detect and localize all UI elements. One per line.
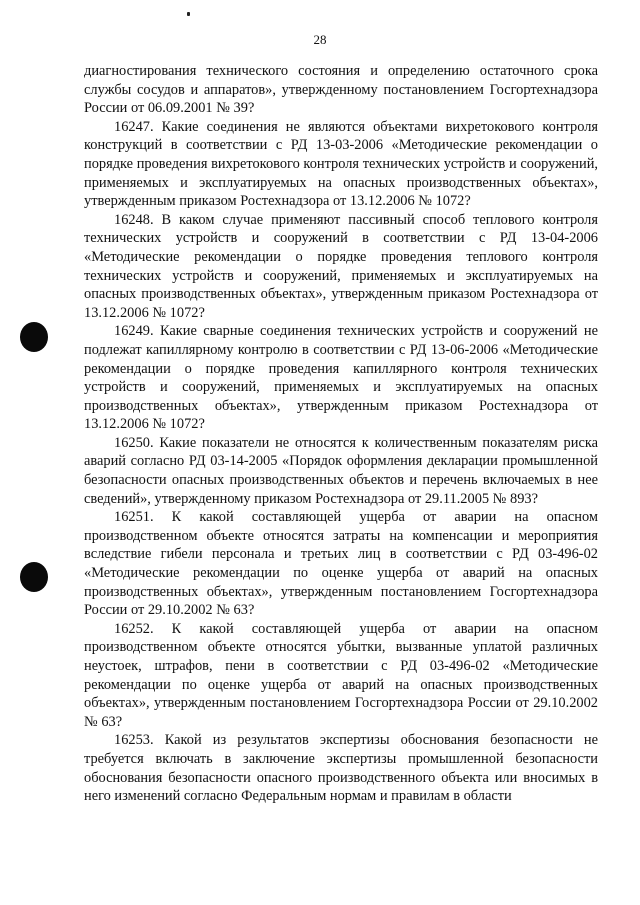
question-16247: 16247. Какие соединения не являются объектами вихретокового контроля конструкций в соответствии с РД 13-03-2006 «Методические рекомендации о порядке проведения вихретокового контроля технических устройств и сооружений, применяемых и эксплуатируемых на опасных производственных объектах», утвержденным приказом Ростехнадзора от 13.12.2006 № 1072? [84,118,598,210]
question-16252: 16252. К какой составляющей ущерба от аварии на опасном производственном объекте относятся убытки, вызванные уплатой различных неустоек, штрафов, пени в соответствии с РД 03-496-02 «Методические рекомендации по оценке ущерба от аварий на опасных производственных объектах», утвержденным постановлением Госгортехнадзора России от 29.10.2002 № 63? [84,620,598,730]
binder-hole-bottom [20,562,48,592]
page-body [84,62,598,806]
binder-hole-top [20,322,48,352]
scan-speck [187,12,190,16]
question-16250: 16250. Какие показатели не относятся к количественным показателям риска аварий согласно РД 03-14-2005 «Порядок оформления декларации промышленной безопасности опасных производственных объектов и перечень включаемых в нее сведений», утвержденному приказом Ростехнадзора от 29.11.2005 № 893? [84,434,598,507]
paragraph-continuation: диагностирования технического состояния и определению остаточного срока службы сосудов и аппаратов», утвержденному постановлением Госгортехнадзора России от 06.09.2001 № 39? [84,63,598,117]
question-16253: 16253. Какой из результатов экспертизы обоснования безопасности не требуется включать в заключение экспертизы промышленной безопасности обоснования безопасности опасного производственного объекта или вносимых в него изменений согласно Федеральным нормам и правилам в области [84,732,598,805]
question-16249: 16249. Какие сварные соединения технических устройств и сооружений не подлежат капиллярному контролю в соответствии с РД 13-06-2006 «Методические рекомендации о порядке проведения капиллярного контроля технических устройств и сооружений, применяемых и эксплуатируемых на опасных производственных объектах», утвержденным приказом Ростехнадзора от 13.12.2006 № 1072? [84,323,598,433]
question-16251: 16251. К какой составляющей ущерба от аварии на опасном производственном объекте относятся затраты на компенсации и мероприятия вследствие гибели персонала и третьих лиц в соответствии с РД 03-496-02 «Методические рекомендации по оценке ущерба от аварий на опасных производственных объектах», утвержденным постановлением Госгортехнадзора России от 29.10.2002 № 63? [84,509,598,619]
page-number: 28 [313,32,327,47]
question-16248: 16248. В каком случае применяют пассивный способ теплового контроля технических устройств и сооружений в соответствии с РД 13-04-2006 «Методические рекомендации о порядке проведения теплового контроля технических устройств и сооружений, применяемых и эксплуатируемых на опасных производственных объектах», утвержденным приказом Ростехнадзора от 13.12.2006 № 1072? [84,211,598,321]
